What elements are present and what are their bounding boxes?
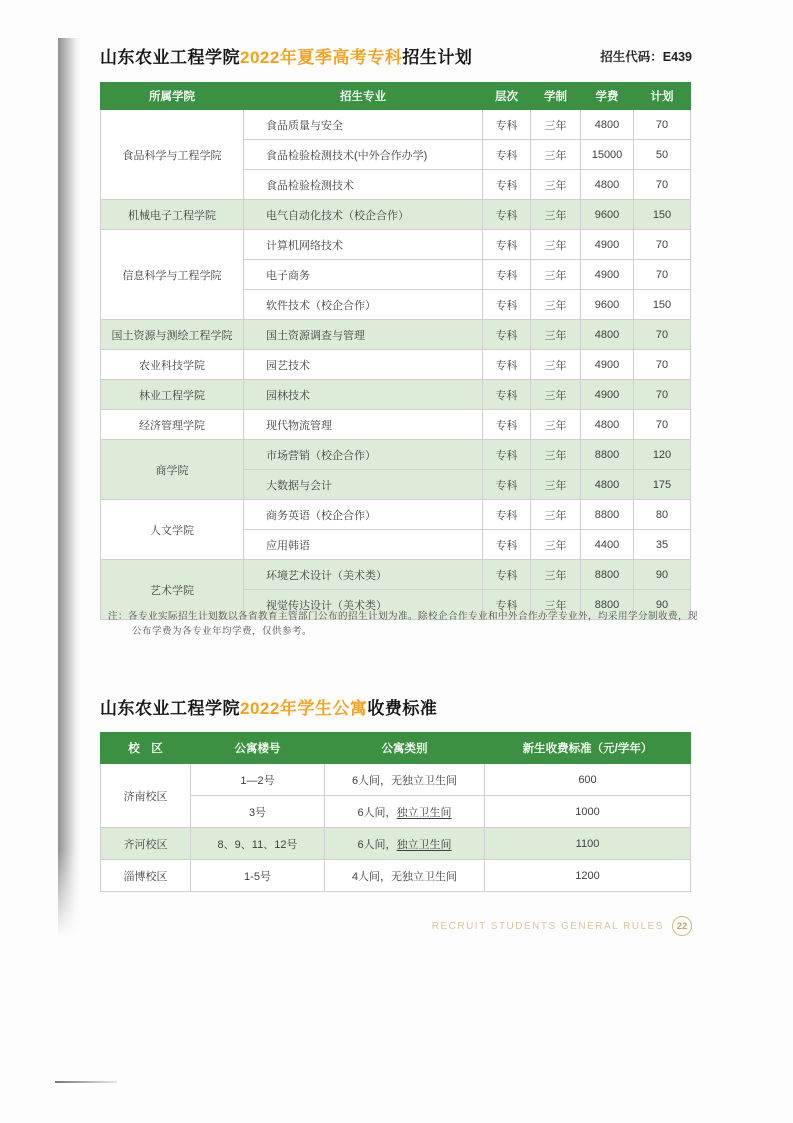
major-cell: 市场营销（校企合作） [244,440,483,470]
room-type-cell: 4人间，无独立卫生间 [325,860,485,892]
title2-part-suffix: 收费标准 [367,699,438,718]
college-cell: 信息科学与工程学院 [101,230,244,320]
college-cell: 农业科技学院 [101,350,244,380]
plan-count-cell: 150 [634,290,691,320]
major-cell: 食品质量与安全 [244,110,483,140]
major-cell: 园林技术 [244,380,483,410]
footnote-text: 各专业实际招生计划数以各省教育主管部门公布的招生计划为准。除校企合作专业和中外合作办学专业外，均采用学分制收费，现公布学费为各专业年均学费，仅供参考。 [128,612,699,638]
major-cell: 电气自动化技术（校企合作） [244,200,483,230]
plan-count-cell: 70 [634,230,691,260]
dorm-table-body [101,764,691,892]
title-part-suffix: 招生计划 [402,48,473,67]
dorm-fee-table [100,732,691,892]
plan-count-cell: 90 [634,590,691,620]
tuition-cell: 4800 [581,170,634,200]
major-cell: 应用韩语 [244,530,483,560]
duration-cell: 三年 [531,470,581,500]
college-cell: 人文学院 [101,500,244,560]
college-cell: 经济管理学院 [101,410,244,440]
tuition-cell: 9600 [581,290,634,320]
level-cell: 专科 [483,380,531,410]
table-row [101,230,691,260]
tuition-cell: 8800 [581,500,634,530]
major-cell: 大数据与会计 [244,470,483,500]
duration-cell: 三年 [531,320,581,350]
tuition-cell: 15000 [581,140,634,170]
tuition-cell: 4800 [581,410,634,440]
tuition-cell: 4800 [581,470,634,500]
duration-cell: 三年 [531,170,581,200]
level-cell: 专科 [483,260,531,290]
level-cell: 专科 [483,230,531,260]
level-cell: 专科 [483,140,531,170]
page-binding-shadow [58,38,81,938]
table-row [101,860,691,892]
plan-count-cell: 35 [634,530,691,560]
college-cell: 国土资源与测绘工程学院 [101,320,244,350]
major-cell: 商务英语（校企合作） [244,500,483,530]
tuition-cell: 4900 [581,230,634,260]
tuition-cell: 8800 [581,590,634,620]
duration-cell: 三年 [531,140,581,170]
duration-cell: 三年 [531,440,581,470]
table-row [101,560,691,590]
tuition-cell: 4900 [581,260,634,290]
college-cell: 艺术学院 [101,560,244,620]
major-cell: 视觉传达设计（美术类） [244,590,483,620]
duration-cell: 三年 [531,260,581,290]
title-part-year: 2022年夏季高考专科 [240,48,403,67]
table-row [101,110,691,140]
price-cell: 1100 [485,828,691,860]
footnote [108,610,704,640]
college-cell: 商学院 [101,440,244,500]
table-row [101,200,691,230]
level-cell: 专科 [483,410,531,440]
duration-cell: 三年 [531,350,581,380]
duration-cell: 三年 [531,590,581,620]
plan-count-cell: 70 [634,260,691,290]
tuition-cell: 4800 [581,110,634,140]
plan-count-cell: 120 [634,440,691,470]
building-cell: 1—2号 [191,764,325,796]
header-row [101,83,691,110]
tuition-cell: 4800 [581,320,634,350]
plan-table-header [101,83,691,110]
major-cell: 国土资源调查与管理 [244,320,483,350]
title2-part-school: 山东农业工程学院 [100,699,240,718]
table-row [101,828,691,860]
level-cell: 专科 [483,290,531,320]
plan-count-cell: 90 [634,560,691,590]
plan-count-cell: 150 [634,200,691,230]
major-cell: 食品检验检测技术 [244,170,483,200]
room-type-cell: 6人间，独立卫生间 [325,828,485,860]
title2-part-year: 2022年学生公寓 [240,699,368,718]
table-row [101,320,691,350]
plan-table-body [101,110,691,620]
column-header: 公寓类别 [325,733,485,764]
campus-cell: 济南校区 [101,764,191,828]
plan-count-cell: 70 [634,170,691,200]
column-header: 学费 [581,83,634,110]
tuition-cell: 4900 [581,380,634,410]
table-row [101,500,691,530]
table-row [101,440,691,470]
tuition-cell: 8800 [581,440,634,470]
recruit-code: 招生代码：E439 [600,49,692,64]
title-part-school: 山东农业工程学院 [100,48,240,67]
duration-cell: 三年 [531,530,581,560]
duration-cell: 三年 [531,110,581,140]
duration-cell: 三年 [531,230,581,260]
college-cell: 食品科学与工程学院 [101,110,244,200]
column-header: 所属学院 [101,83,244,110]
tuition-cell: 8800 [581,560,634,590]
level-cell: 专科 [483,440,531,470]
level-cell: 专科 [483,110,531,140]
duration-cell: 三年 [531,380,581,410]
tuition-cell: 4400 [581,530,634,560]
column-header: 招生专业 [244,83,483,110]
level-cell: 专科 [483,470,531,500]
duration-cell: 三年 [531,500,581,530]
tuition-cell: 4900 [581,350,634,380]
plan-count-cell: 80 [634,500,691,530]
section2-title [100,694,437,719]
column-header: 校 区 [101,733,191,764]
level-cell: 专科 [483,170,531,200]
plan-count-cell: 70 [634,410,691,440]
level-cell: 专科 [483,200,531,230]
building-cell: 8、9、11、12号 [191,828,325,860]
major-cell: 计算机网络技术 [244,230,483,260]
room-type-cell: 6人间，独立卫生间 [325,796,485,828]
page-footer [100,916,692,936]
duration-cell: 三年 [531,290,581,320]
plan-count-cell: 70 [634,320,691,350]
column-header: 层次 [483,83,531,110]
column-header: 新生收费标准（元/学年） [485,733,691,764]
table-row [101,380,691,410]
footnote-prefix: 注： [108,612,129,622]
level-cell: 专科 [483,590,531,620]
campus-cell: 淄博校区 [101,860,191,892]
table-row [101,350,691,380]
major-cell: 现代物流管理 [244,410,483,440]
campus-cell: 齐河校区 [101,828,191,860]
column-header: 学制 [531,83,581,110]
section1-header [100,43,692,68]
level-cell: 专科 [483,350,531,380]
page-number-badge: 22 [672,916,692,936]
duration-cell: 三年 [531,560,581,590]
admission-plan-table [100,82,691,620]
plan-count-cell: 175 [634,470,691,500]
plan-count-cell: 70 [634,110,691,140]
major-cell: 软件技术（校企合作） [244,290,483,320]
major-cell: 园艺技术 [244,350,483,380]
footer-text: RECRUIT STUDENTS GENERAL RULES [431,920,664,932]
major-cell: 电子商务 [244,260,483,290]
table-row [101,410,691,440]
building-cell: 1-5号 [191,860,325,892]
duration-cell: 三年 [531,410,581,440]
column-header: 计划 [634,83,691,110]
major-cell: 环境艺术设计（美术类） [244,560,483,590]
column-header: 公寓楼号 [191,733,325,764]
scan-fold-mark [55,1081,117,1083]
level-cell: 专科 [483,560,531,590]
header-row [101,733,691,764]
major-cell: 食品检验检测技术(中外合作办学) [244,140,483,170]
level-cell: 专科 [483,320,531,350]
plan-count-cell: 50 [634,140,691,170]
college-cell: 林业工程学院 [101,380,244,410]
plan-count-cell: 70 [634,350,691,380]
price-cell: 600 [485,764,691,796]
section1-title [100,43,472,68]
underlined-text: 独立卫生间 [396,806,452,819]
underlined-text: 独立卫生间 [396,838,452,851]
dorm-table-header [101,733,691,764]
section2-header [100,694,692,719]
tuition-cell: 9600 [581,200,634,230]
level-cell: 专科 [483,530,531,560]
college-cell: 机械电子工程学院 [101,200,244,230]
plan-count-cell: 70 [634,380,691,410]
price-cell: 1000 [485,796,691,828]
building-cell: 3号 [191,796,325,828]
price-cell: 1200 [485,860,691,892]
level-cell: 专科 [483,500,531,530]
room-type-cell: 6人间，无独立卫生间 [325,764,485,796]
duration-cell: 三年 [531,200,581,230]
table-row [101,764,691,796]
